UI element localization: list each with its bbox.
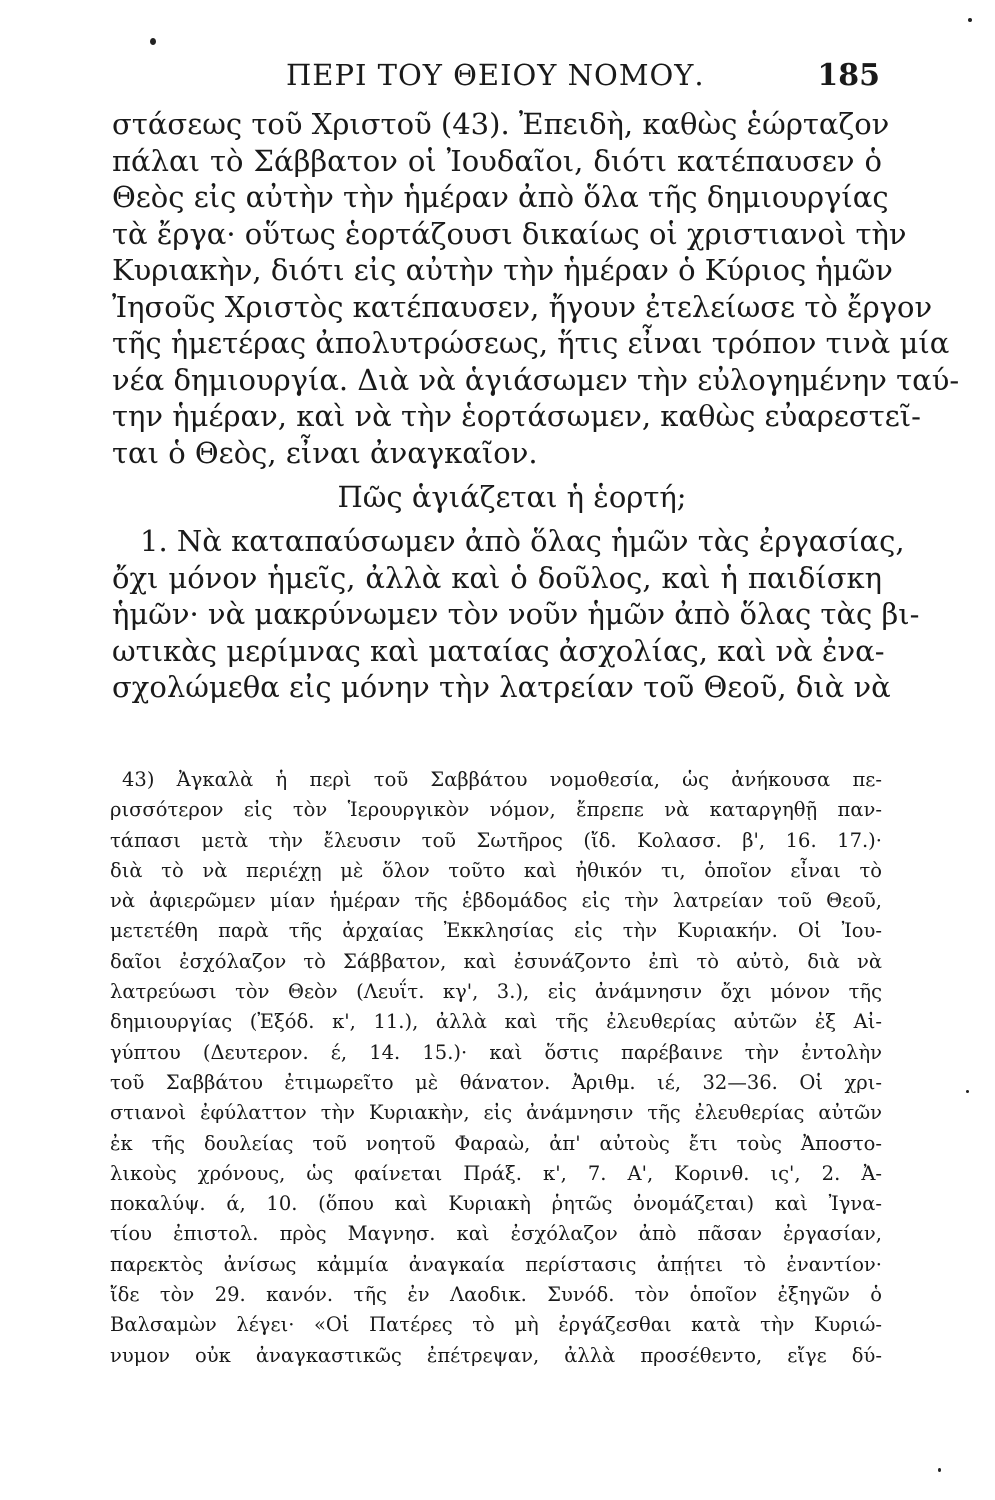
footnote-line: γύπτου (Δευτερον. έ, 14. 15.)· καὶ ὅστις παρέβαινε τὴν ἐντολὴν: [110, 1040, 882, 1064]
footnote-line: παρεκτὸς ἀνίσως κἀμμία ἀναγκαία περίστασις ἀπῄτει τὸ ἐναντίον·: [110, 1252, 882, 1276]
main-text: [112, 106, 960, 706]
footnote-line: τοῦ Σαββάτου ἐτιμωρεῖτο μὲ θάνατον. Ἀριθμ. ιέ, 32—36. Οἱ χρι-: [110, 1070, 882, 1094]
footnote-line: ἐκ τῆς δουλείας τοῦ νοητοῦ Φαραὼ, ἀπ' αὐτοὺς ἔτι τοὺς Ἀποστο-: [110, 1131, 882, 1155]
list-item-line: σχολώμεθα εἰς μόνην τὴν λατρείαν τοῦ Θεοῦ, διὰ νὰ: [112, 670, 891, 704]
footnote-line: τάπασι μετὰ τὴν ἔλευσιν τοῦ Σωτῆρος (ἴδ. Κολασσ. β', 16. 17.)·: [110, 828, 882, 852]
footnote-line: μετετέθη παρὰ τῆς ἀρχαίας Ἐκκλησίας εἰς τὴν Κυριακήν. Οἱ Ἰου-: [110, 919, 882, 943]
footnote: [110, 765, 882, 1371]
ink-speck: [150, 38, 156, 45]
footnote-line: ἴδε τὸν 29. κανόν. τῆς ἐν Λαοδικ. Συνόδ. τὸν ὁποῖον ἐξηγῶν ὁ: [110, 1283, 882, 1307]
footnote-line: δαῖοι ἐσχόλαζον τὸ Σάββατον, καὶ ἐσυνάζοντο ἐπὶ τὸ αὐτὸ, διὰ νὰ: [110, 949, 882, 973]
footnote-line: δημιουργίας (Ἐξόδ. κ', 11.), ἀλλὰ καὶ τῆς ἐλευθερίας αὐτῶν ἐξ Αἰ-: [110, 1010, 882, 1034]
page-number: 185: [817, 58, 880, 93]
body-line: πάλαι τὸ Σάββατον οἱ Ἰουδαῖοι, διότι κατέπαυσεν ὁ: [112, 143, 882, 178]
page-header: [110, 58, 880, 98]
body-line: Θεὸς εἰς αὐτὴν τὴν ἡμέραν ἀπὸ ὅλα τῆς δημιουργίας: [112, 180, 889, 214]
footnote-line: νὰ ἀφιερῶμεν μίαν ἡμέραν τῆς ἑβδομάδος εἰς τὴν λατρείαν τοῦ Θεοῦ,: [110, 889, 882, 913]
footnote-line: Βαλσαμὼν λέγει· «Οἱ Πατέρες τὸ μὴ ἐργάζεσθαι κατὰ τὴν Κυριώ-: [110, 1313, 882, 1337]
body-line: νέα δημιουργία. Διὰ νὰ ἁγιάσωμεν τὴν εὐλογημένην ταύ-: [112, 362, 960, 397]
footnote-line: τίου ἐπιστολ. πρὸς Μαγνησ. καὶ ἐσχόλαζον ἀπὸ πᾶσαν ἐργασίαν,: [110, 1222, 882, 1246]
list-item-line: ὄχι μόνον ἡμεῖς, ἀλλὰ καὶ ὁ δοῦλος, καὶ ἡ παιδίσκη: [112, 560, 882, 595]
body-line: ται ὁ Θεὸς, εἶναι ἀναγκαῖον.: [112, 435, 538, 470]
body-line: Ἰησοῦς Χριστὸς κατέπαυσεν, ἤγουν ἐτελείωσε τὸ ἔργον: [112, 289, 933, 324]
body-line: την ἡμέραν, καὶ νὰ τὴν ἑορτάσωμεν, καθὼς εὐαρεστεῖ-: [112, 399, 921, 433]
body-line: στάσεως τοῦ Χριστοῦ (43). Ἐπειδὴ, καθὼς ἑώρταζον: [112, 107, 890, 141]
footnote-line: νυμον οὐκ ἀναγκαστικῶς ἐπέτρεψαν, ἀλλὰ προσέθεντο, εἴγε δύ-: [110, 1343, 882, 1367]
footnote-line: στιανοὶ ἐφύλαττον τὴν Κυριακὴν, εἰς ἀνάμνησιν τῆς ἐλευθερίας αὐτῶν: [110, 1101, 882, 1125]
body-line: τῆς ἡμετέρας ἀπολυτρώσεως, ἥτις εἶναι τρόπον τινὰ μία: [112, 326, 950, 360]
footnote-line: λατρεύωσι τὸν Θεὸν (Λευΐτ. κγ', 3.), εἰς ἀνάμνησιν ὄχι μόνον τῆς: [110, 980, 882, 1004]
footnote-line: 43) Ἀγκαλὰ ἡ περὶ τοῦ Σαββάτου νομοθεσία, ὡς ἀνήκουσα πε-: [122, 768, 882, 791]
ink-speck: [966, 1090, 969, 1093]
footnote-line: διὰ τὸ νὰ περιέχῃ μὲ ὅλον τοῦτο καὶ ἠθικόν τι, ὁποῖον εἶναι τὸ: [110, 858, 882, 882]
footnote-line: ρισσότερον εἰς τὸν Ἱερουργικὸν νόμον, ἔπρεπε νὰ καταργηθῇ παν-: [110, 798, 882, 822]
list-item-line: 1. Νὰ καταπαύσωμεν ἀπὸ ὅλας ἡμῶν τὰς ἐργασίας,: [140, 524, 905, 558]
ink-speck: [938, 1468, 941, 1472]
ink-speck: [968, 18, 972, 22]
list-item-line: ωτικὰς μερίμνας καὶ ματαίας ἀσχολίας, καὶ νὰ ἐνα-: [112, 633, 885, 668]
section-subheading: Πῶς ἁγιάζεται ἡ ἑορτή;: [337, 480, 687, 514]
body-line: Κυριακὴν, διότι εἰς αὐτὴν τὴν ἡμέραν ὁ Κύριος ἡμῶν: [112, 253, 893, 287]
body-line: τὰ ἔργα· οὕτως ἑορτάζουσι δικαίως οἱ χριστιανοὶ τὴν: [112, 216, 907, 251]
footnote-line: λικοὺς χρόνους, ὡς φαίνεται Πράξ. κ', 7. Α', Κορινθ. ις', 2. Ἀ-: [110, 1161, 882, 1185]
footnote-line: ποκαλύψ. ά, 10. (ὅπου καὶ Κυριακὴ ῥητῶς ὀνομάζεται) καὶ Ἰγνα-: [110, 1192, 882, 1216]
running-head: ΠΕΡΙ ΤΟΥ ΘΕΙΟΥ ΝΟΜΟΥ.: [286, 58, 705, 92]
list-item-line: ἡμῶν· νὰ μακρύνωμεν τὸν νοῦν ἡμῶν ἀπὸ ὅλας τὰς βι-: [112, 597, 920, 631]
